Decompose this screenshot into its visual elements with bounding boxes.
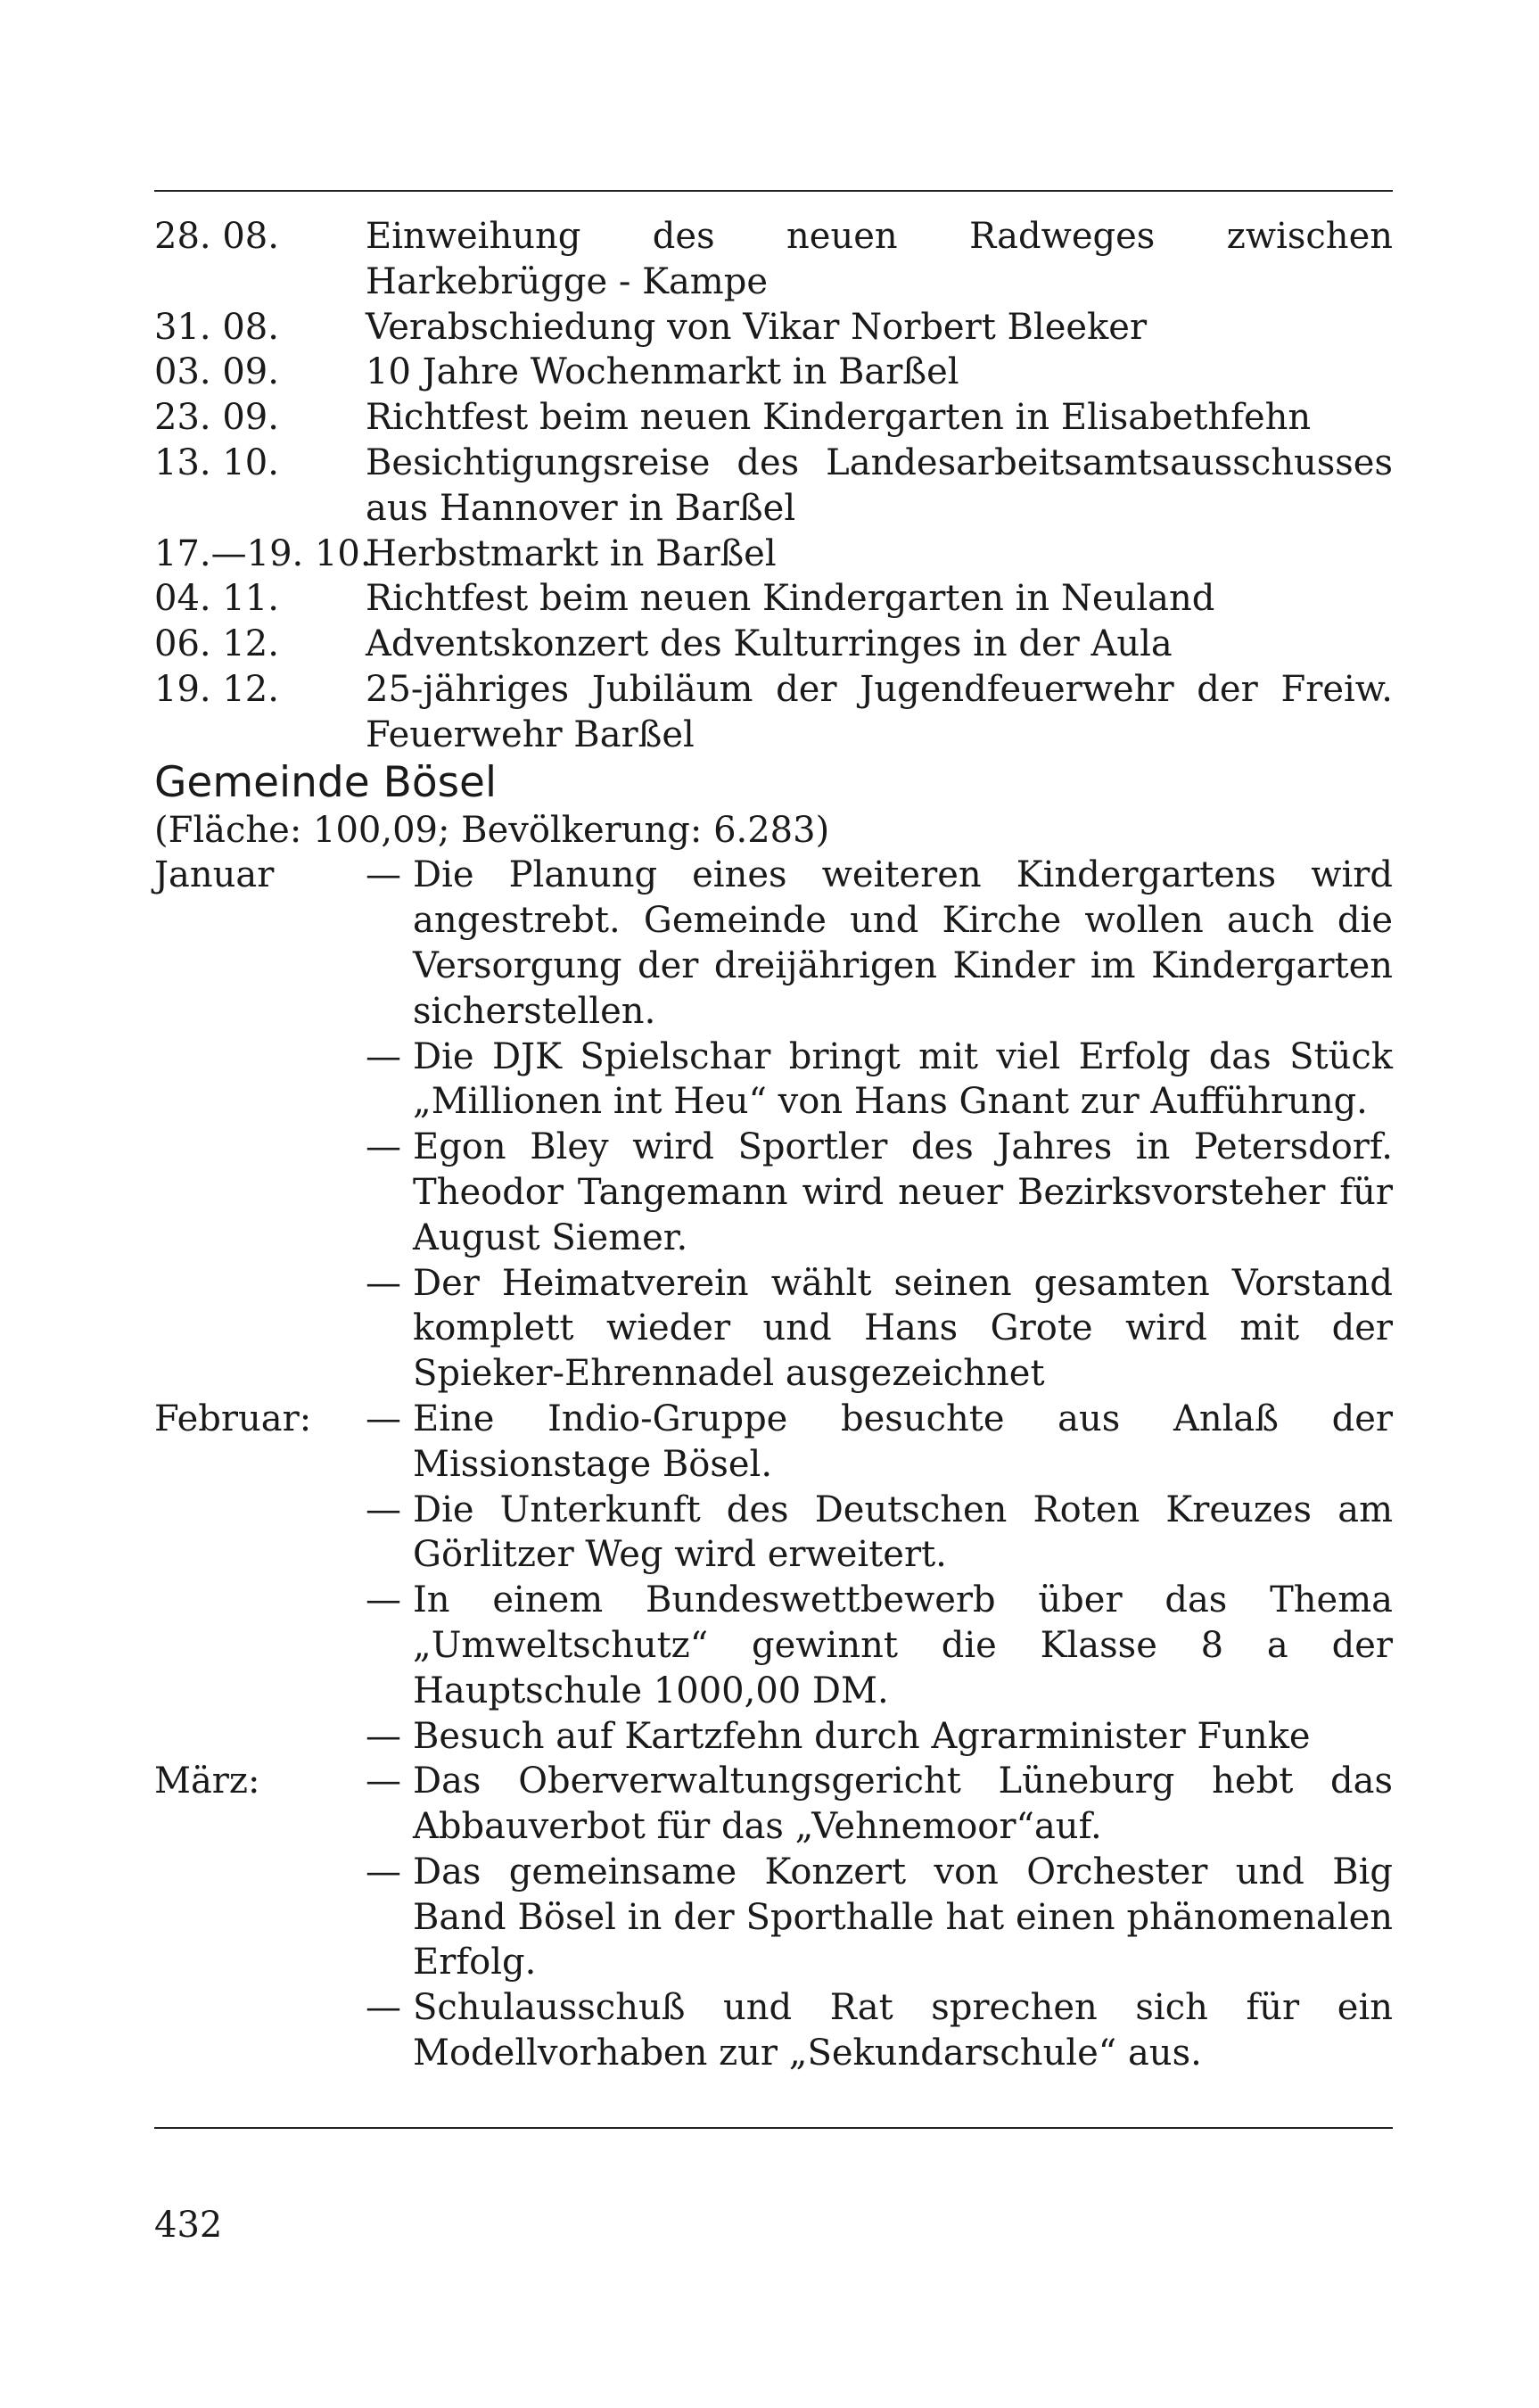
event-row	[154, 576, 1393, 622]
entry-text: Das gemeinsame Konzert von Orchester und Big Band Bösel in der Sporthalle hat einen phänomenalen Erfolg.	[413, 1851, 1393, 1983]
event-row	[154, 305, 1393, 350]
bottom-rule	[154, 2127, 1393, 2129]
month-entries	[366, 1759, 1393, 2076]
month-entries	[366, 1397, 1393, 1759]
event-date: 03. 09.	[154, 351, 279, 393]
month-label: Januar	[154, 854, 275, 896]
month-block-februar	[154, 1397, 1393, 1759]
event-text: Richtfest beim neuen Kindergarten in Neuland	[366, 578, 1215, 620]
section-heading: Gemeinde Bösel	[154, 757, 498, 807]
list-item	[366, 1125, 1393, 1260]
event-date: 31. 08.	[154, 306, 279, 348]
dash-marker: —	[366, 1987, 401, 2029]
month-entries	[366, 853, 1393, 1397]
entry-text: Die Unterkunft des Deutschen Roten Kreuzes am Görlitzer Weg wird erweitert.	[413, 1489, 1393, 1576]
dash-marker: —	[366, 1851, 401, 1893]
event-row	[154, 622, 1393, 667]
event-date: 06. 12.	[154, 623, 279, 665]
page-content	[154, 214, 1393, 2076]
top-rule	[154, 190, 1393, 192]
list-item	[366, 1985, 1393, 2076]
entry-text: In einem Bundeswettbewerb über das Thema „Umweltschutz“ gewinnt die Klasse 8 a der Hauptschule 1000,00 DM.	[413, 1579, 1393, 1711]
dash-marker: —	[366, 1579, 401, 1621]
event-date: 23. 09.	[154, 397, 279, 439]
event-text: 25-jähriges Jubiläum der Jugendfeuerwehr der Freiw. Feuerwehr Barßel	[366, 668, 1393, 755]
dash-marker: —	[366, 1126, 401, 1168]
event-date: 19. 12.	[154, 668, 279, 710]
event-date: 04. 11.	[154, 578, 279, 620]
list-item	[366, 853, 1393, 1034]
list-item	[366, 1035, 1393, 1126]
list-item	[366, 1714, 1393, 1760]
event-text: Verabschiedung von Vikar Norbert Bleeker	[366, 306, 1148, 348]
event-row	[154, 214, 1393, 305]
entry-text: Schulausschuß und Rat sprechen sich für ein Modellvorhaben zur „Sekundarschule“ aus.	[413, 1987, 1393, 2074]
event-date: 13. 10.	[154, 441, 279, 483]
list-item	[366, 1759, 1393, 1850]
dash-marker: —	[366, 1489, 401, 1530]
event-row	[154, 350, 1393, 395]
section-subtitle: (Fläche: 100,09; Bevölkerung: 6.283)	[154, 809, 830, 851]
event-row	[154, 667, 1393, 758]
event-text: Einweihung des neuen Radweges zwischen Harkebrügge - Kampe	[366, 216, 1393, 302]
dash-marker: —	[366, 1035, 401, 1077]
list-item	[366, 1850, 1393, 1985]
entry-text: Die Planung eines weiteren Kindergartens wird angestrebt. Gemeinde und Kirche wollen auch die Versorgung der dreijährigen Kinder im Kindergarten sicherstellen.	[413, 854, 1393, 1032]
list-item	[366, 1261, 1393, 1397]
month-label: März:	[154, 1761, 260, 1802]
entry-text: Das Oberverwaltungsgericht Lüneburg hebt das Abbauverbot für das „Vehnemoor“auf.	[413, 1761, 1393, 1848]
entry-text: Eine Indio-Gruppe besuchte aus Anlaß der Missionstage Bösel.	[413, 1398, 1393, 1485]
month-label: Februar:	[154, 1398, 312, 1439]
dash-marker: —	[366, 1715, 401, 1757]
entry-text: Die DJK Spielschar bringt mit viel Erfolg das Stück „Millionen int Heu“ von Hans Gnant zur Aufführung.	[413, 1035, 1393, 1123]
page-number: 432	[154, 2205, 223, 2246]
event-date: 28. 08.	[154, 216, 279, 257]
event-row	[154, 532, 1393, 577]
event-row	[154, 395, 1393, 441]
month-block-maerz	[154, 1759, 1393, 2076]
list-item	[366, 1488, 1393, 1579]
entry-text: Besuch auf Kartzfehn durch Agrarminister Funke	[413, 1715, 1311, 1757]
event-text: Richtfest beim neuen Kindergarten in Elisabethfehn	[366, 397, 1312, 439]
event-text: 10 Jahre Wochenmarkt in Barßel	[366, 351, 959, 393]
dash-marker: —	[366, 1262, 401, 1304]
list-item	[366, 1578, 1393, 1713]
dash-marker: —	[366, 1398, 401, 1439]
event-text: Besichtigungsreise des Landesarbeitsamtsausschusses aus Hannover in Barßel	[366, 441, 1393, 529]
event-text: Herbstmarkt in Barßel	[366, 532, 777, 574]
list-item	[366, 1397, 1393, 1488]
month-block-januar	[154, 853, 1393, 1397]
dash-marker: —	[366, 1761, 401, 1802]
event-date: 17.—19. 10.	[154, 532, 372, 574]
event-text: Adventskonzert des Kulturringes in der Aula	[366, 623, 1173, 665]
dash-marker: —	[366, 854, 401, 896]
entry-text: Egon Bley wird Sportler des Jahres in Petersdorf. Theodor Tangemann wird neuer Bezirksvorsteher für August Siemer.	[413, 1126, 1393, 1258]
event-row	[154, 441, 1393, 532]
entry-text: Der Heimatverein wählt seinen gesamten Vorstand komplett wieder und Hans Grote wird mit der Spieker-Ehrennadel ausgezeichnet	[413, 1262, 1393, 1395]
